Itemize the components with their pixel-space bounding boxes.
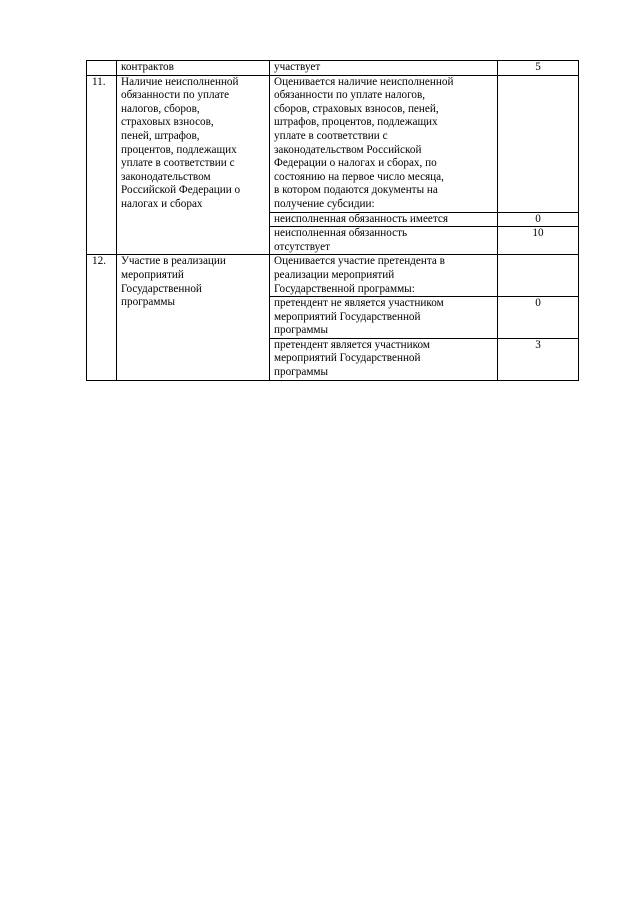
description-cell: Оценивается участие претендента в реализации мероприятий Государственной программы: xyxy=(270,255,498,297)
score-cell: 5 xyxy=(498,61,579,76)
score-cell: 0 xyxy=(498,297,579,339)
criterion-cell: контрактов xyxy=(117,61,270,76)
criterion-cell: Наличие неисполненной обязанности по уплате налогов, сборов, страховых взносов, пеней, штрафов, процентов, подлежащих уплате в соответствии с законодательством Российской Федерации о налогах и сборах xyxy=(117,75,270,255)
criterion-cell: Участие в реализации мероприятий Государственной программы xyxy=(117,255,270,380)
score-cell: 10 xyxy=(498,227,579,255)
score-cell xyxy=(498,75,579,212)
option-cell: неисполненная обязанность имеется xyxy=(270,212,498,227)
table-row xyxy=(87,75,579,212)
table-row xyxy=(87,255,579,297)
score-cell xyxy=(498,255,579,297)
row-number: 12. xyxy=(87,255,117,380)
criteria-table xyxy=(86,60,579,381)
table-row xyxy=(87,61,579,76)
description-cell: Оценивается наличие неисполненной обязанности по уплате налогов, сборов, страховых взносов, пеней, штрафов, процентов, подлежащих уплате в соответствии с законодательством Российской Федерации о налогах и сборах, по состоянию на первое число месяца, в котором подаются документы на получение субсидии: xyxy=(270,75,498,212)
description-cell: участвует xyxy=(270,61,498,76)
row-number: 11. xyxy=(87,75,117,255)
option-cell: неисполненная обязанность отсутствует xyxy=(270,227,498,255)
score-cell: 3 xyxy=(498,338,579,380)
row-number xyxy=(87,61,117,76)
option-cell: претендент не является участником мероприятий Государственной программы xyxy=(270,297,498,339)
option-cell: претендент является участником мероприятий Государственной программы xyxy=(270,338,498,380)
score-cell: 0 xyxy=(498,212,579,227)
